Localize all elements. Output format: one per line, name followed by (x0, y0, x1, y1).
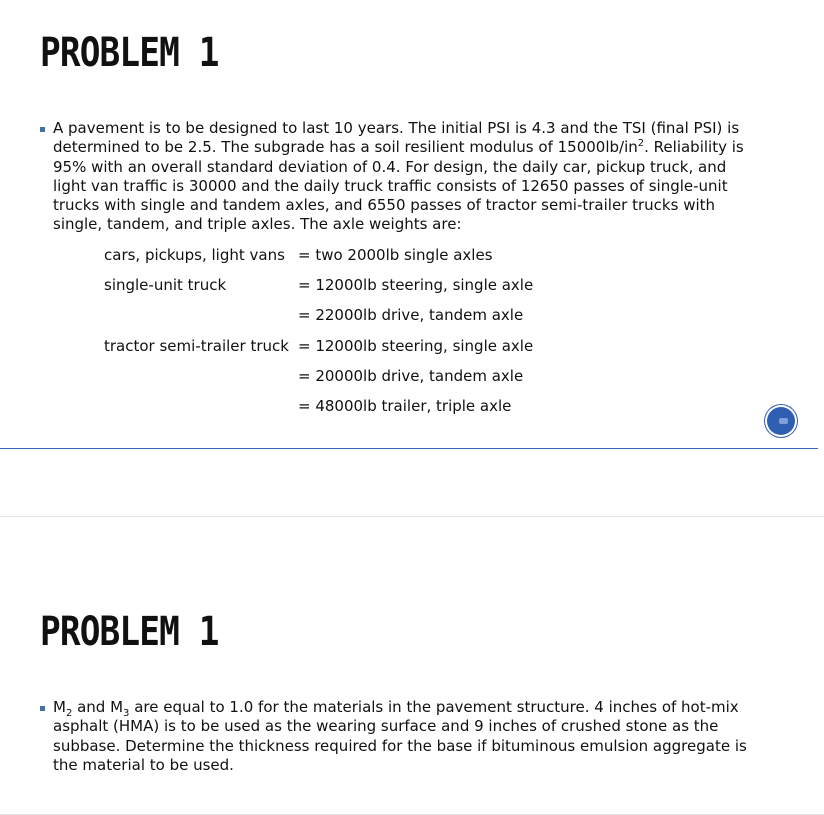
problem-paragraph (53, 119, 750, 235)
m3-subscript: 3 (123, 708, 130, 719)
vehicle-type: cars, pickups, light vans (104, 246, 285, 264)
continuation-paragraph (53, 698, 750, 775)
m2-letter: M (53, 698, 66, 716)
problem-continuation (40, 698, 750, 775)
axle-weight: = two 2000lb single axles (298, 246, 493, 264)
vehicle-type: tractor semi-trailer truck (104, 336, 289, 355)
m3-letter: M (110, 698, 124, 716)
m2-subscript: 2 (65, 708, 73, 719)
slide-1-title: PROBLEM 1 (40, 30, 219, 76)
slide-nav-button[interactable] (765, 405, 797, 437)
problem-statement (40, 119, 750, 235)
and-word: and (72, 698, 111, 716)
bullet-icon (40, 706, 45, 711)
vehicle-type: single-unit truck (104, 276, 227, 295)
slide-2-title: PROBLEM 1 (40, 609, 219, 655)
superscript-2: 2 (637, 138, 645, 150)
paragraph-text: are equal to 1.0 for the materials in the pavement structure. 4 inches of hot-mix asphalt (HMA) is to be used as the wearing surface and 9 inches of crushed stone as the subbase. Determine the thickness required for the base if bituminous emulsion aggregate is the material to be used. (53, 698, 747, 774)
comment-icon (779, 418, 788, 424)
bullet-icon (40, 127, 45, 132)
axle-weight: = 48000lb trailer, triple axle (298, 396, 512, 415)
axle-weight: = 12000lb steering, single axle (298, 336, 534, 355)
slide-2 (0, 517, 824, 815)
axle-weight: = 22000lb drive, tandem axle (298, 306, 524, 325)
axle-weight: = 20000lb drive, tandem axle (298, 366, 524, 385)
paragraph-part-1: A pavement is to be designed to last 10 years. The initial PSI is 4.3 and the TSI (final PSI) is determined to be 2.5. The subgrade has a soil resilient modulus of 15000lb/in (53, 119, 740, 157)
axle-weight: = 12000lb steering, single axle (298, 276, 534, 295)
paragraph-part-2: . Reliability is 95% with an overall standard deviation of 0.4. For design, the daily car, pickup truck, and light van traffic is 30000 and the daily truck traffic consists of 12650 passes of single-unit trucks with single and tandem axles, and 6550 passes of tractor semi-trailer trucks with single, tandem, and triple axles. The axle weights are: (53, 138, 744, 234)
slide-bottom-rule (0, 448, 818, 449)
